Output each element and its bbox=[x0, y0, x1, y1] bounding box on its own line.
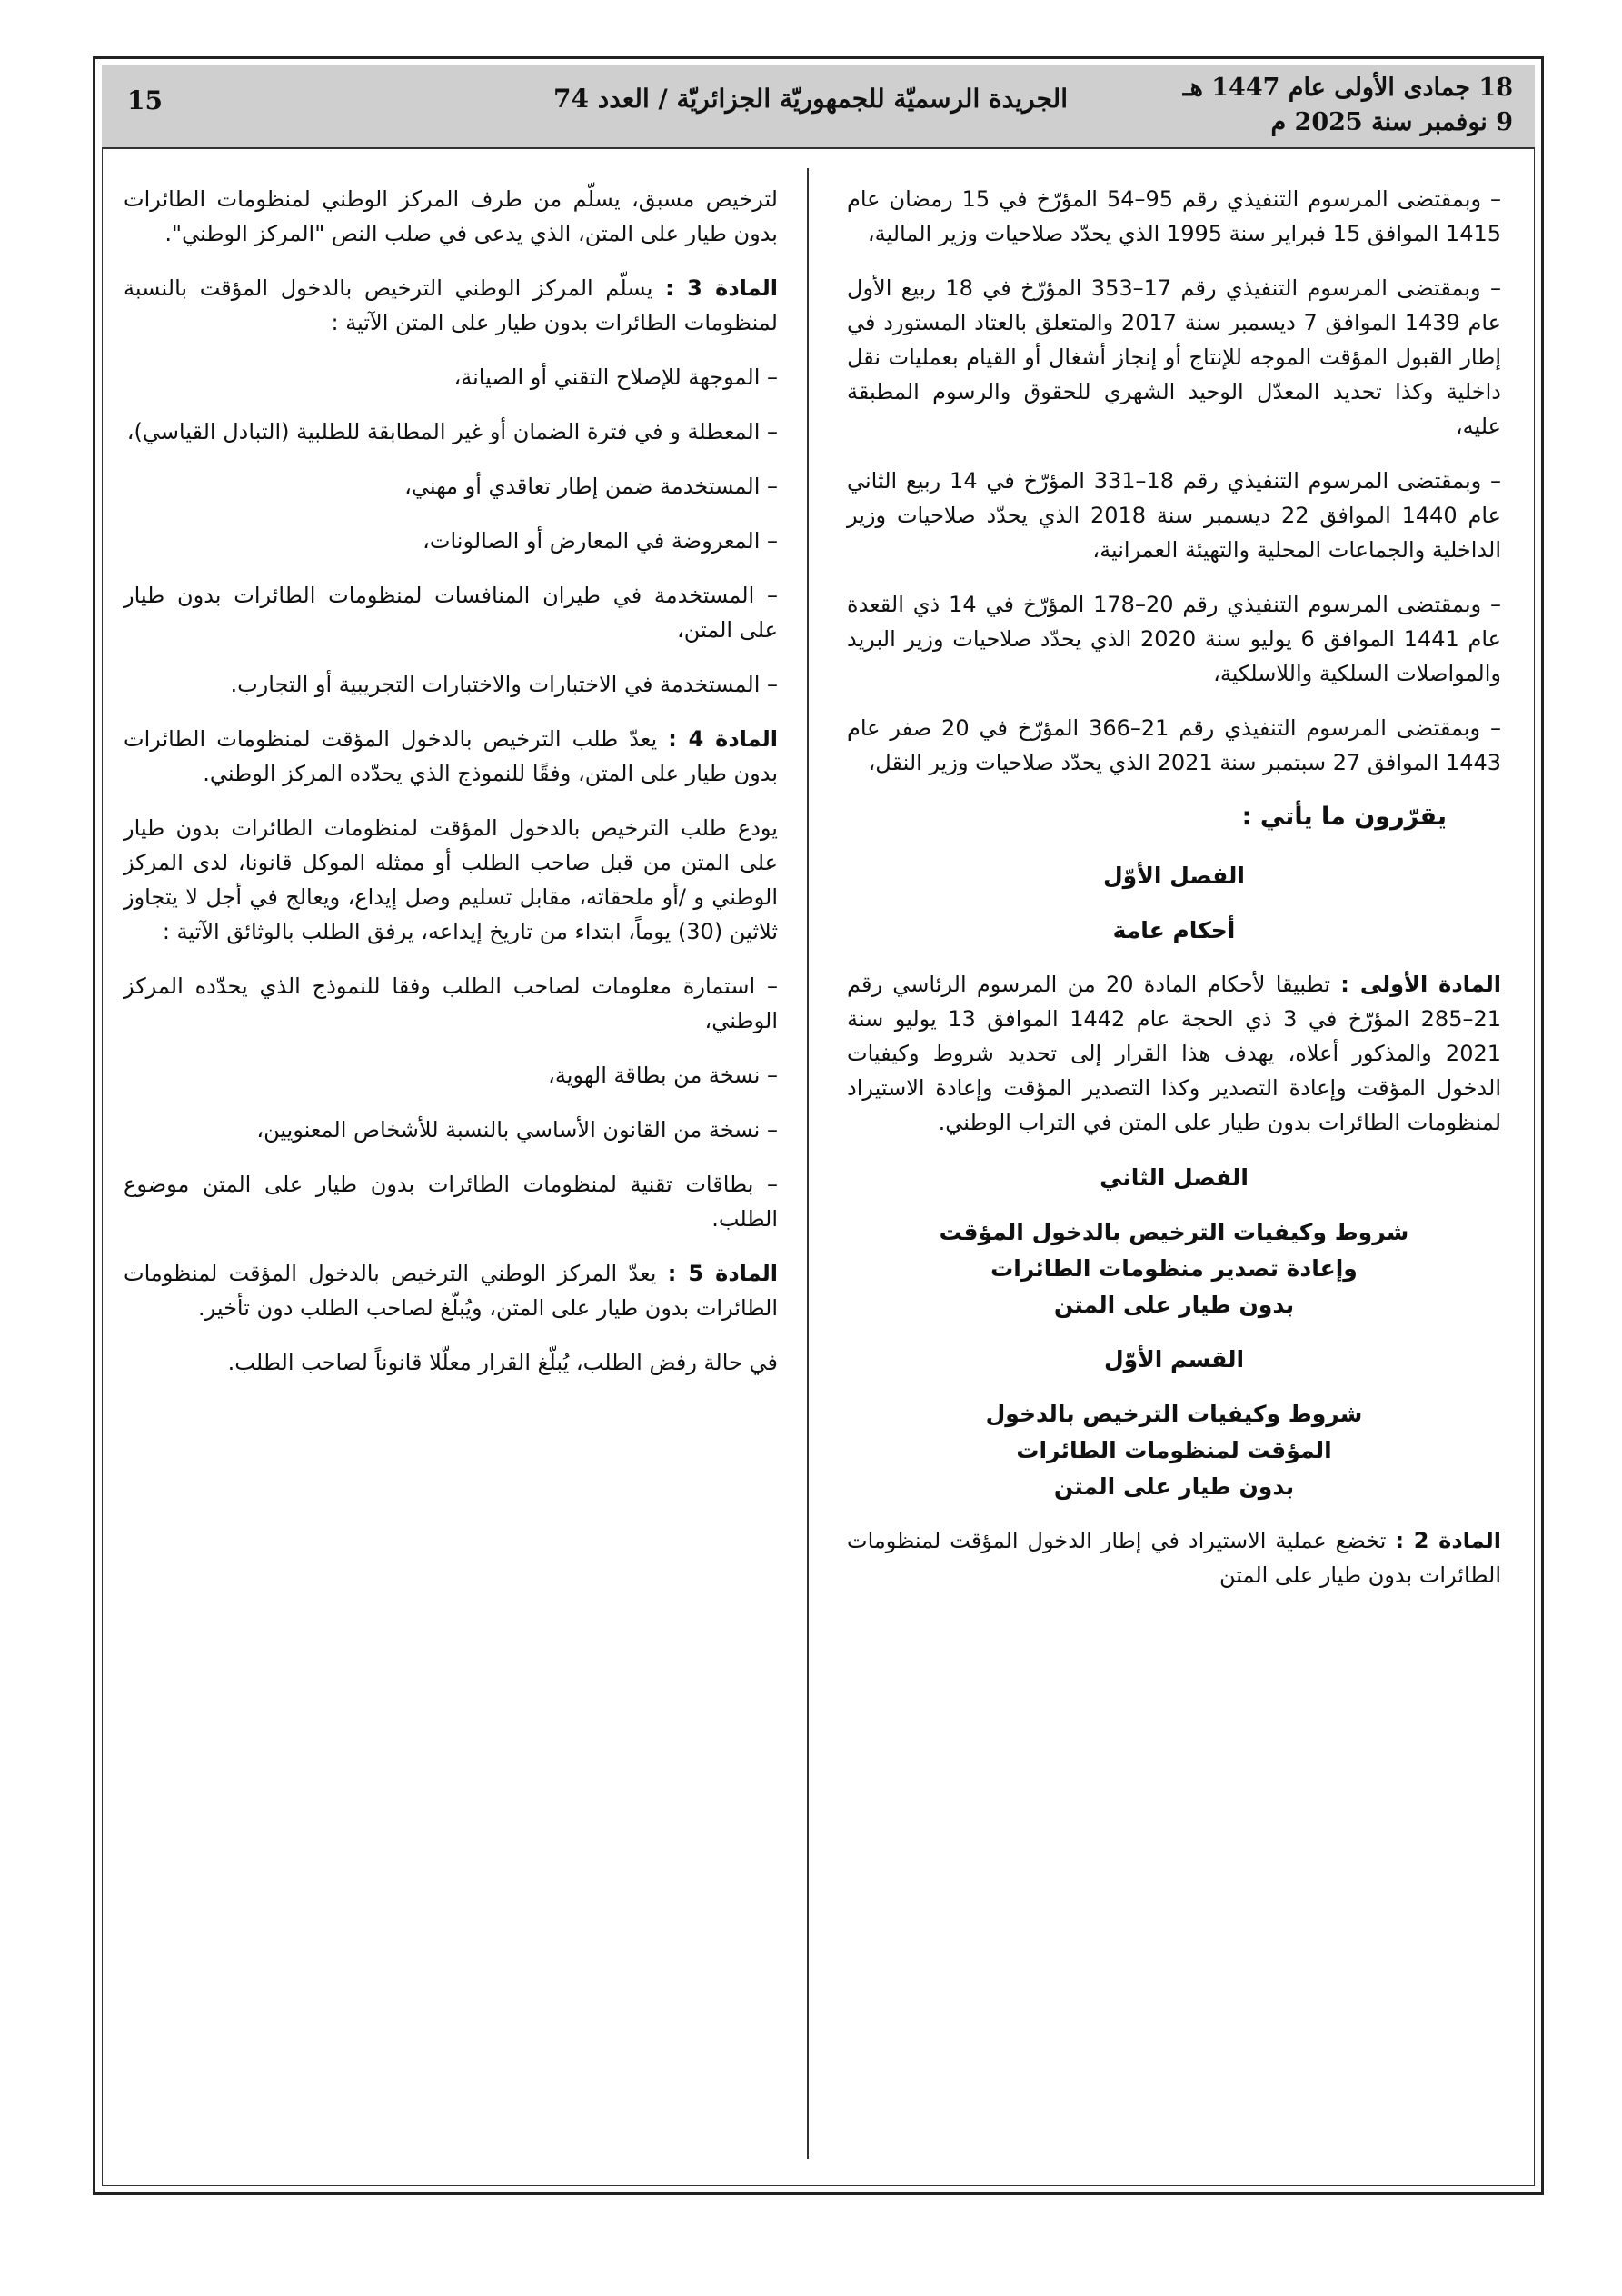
gazette-title: الجريدة الرسميّة للجمهوريّة الجزائريّة / العدد 74 bbox=[553, 84, 1068, 114]
list-item: – نسخة من القانون الأساسي بالنسبة للأشخاص المعنويين، bbox=[256, 1117, 778, 1143]
recital-paragraph: – وبمقتضى المرسوم التنفيذي رقم 17–353 المؤرّخ في 18 ربيع الأول عام 1439 الموافق 7 ديسمبر سنة 2017 والمتعلق بالعتاد المستورد في إطار القبول المؤقت الموجه للإنتاج أو إنجاز أشغال أو القيام بعمليات نقل داخلية وكذا تحديد المعدّل الوحيد الشهري للحقوق والرسوم المطبقة عليه، bbox=[847, 275, 1502, 439]
chapter-title-line: بدون طيار على المتن bbox=[1053, 1292, 1295, 1318]
article-text: تخضع عملية الاستيراد في إطار الدخول المؤقت لمنظومات الطائرات بدون طيار على المتن bbox=[847, 1528, 1501, 1588]
article-label: المادة 4 : bbox=[668, 726, 779, 752]
article-3 bbox=[124, 271, 778, 340]
section-title bbox=[847, 1396, 1501, 1505]
deposit-paragraph: يودع طلب الترخيص بالدخول المؤقت لمنظومات الطائرات بدون طيار على المتن من قبل صاحب الطلب أو ممثله الموكل قانونا، لدى المركز الوطني و /أو ملحقاته، مقابل تسليم وصل إيداع، ويعالج في أجل لا يتجاوز ثلاثين (30) يوماً، ابتداء من تاريخ إيداعه، يرفق الطلب بالوثائق الآتية : bbox=[124, 815, 778, 944]
list-item: – المستخدمة ضمن إطار تعاقدي أو مهني، bbox=[404, 474, 778, 499]
page-number: 15 bbox=[127, 85, 163, 115]
list-item: – المستخدمة في طيران المنافسات لمنظومات الطائرات بدون طيار على المتن، bbox=[124, 583, 778, 643]
chapter-heading: الفصل الثاني bbox=[1100, 1164, 1249, 1191]
right-column bbox=[847, 182, 1501, 1612]
page-header bbox=[102, 65, 1535, 149]
chapter-title bbox=[847, 1214, 1501, 1323]
section-title-line: بدون طيار على المتن bbox=[1053, 1473, 1295, 1500]
list-item: – استمارة معلومات لصاحب الطلب وفقا للنموذج الذي يحدّده المركز الوطني، bbox=[124, 973, 778, 1033]
list-item: – الموجهة للإصلاح التقني أو الصيانة، bbox=[453, 364, 778, 390]
article-label: المادة 5 : bbox=[667, 1261, 779, 1286]
date-hijri: 18 جمادى الأولى عام 1447 هـ bbox=[1182, 74, 1513, 102]
recital-paragraph: – وبمقتضى المرسوم التنفيذي رقم 18–331 المؤرّخ في 14 ربيع الثاني عام 1440 الموافق 22 ديسمبر سنة 2018 الذي يحدّد صلاحيات وزير الداخلية والجماعات المحلية والتهيئة العمرانية، bbox=[847, 468, 1502, 563]
chapter-title: أحكام عامة bbox=[1112, 917, 1236, 943]
date-gregorian: 9 نوفمبر سنة 2025 م bbox=[1270, 108, 1513, 136]
article-5 bbox=[124, 1256, 778, 1325]
column-divider bbox=[807, 168, 809, 2159]
article-label: المادة 3 : bbox=[665, 275, 779, 301]
decision-heading: يقرّرون ما يأتي : bbox=[1241, 803, 1447, 831]
list-item: – نسخة من بطاقة الهوية، bbox=[548, 1063, 778, 1088]
article-label: المادة 2 : bbox=[1395, 1528, 1501, 1553]
article-text: يسلّم المركز الوطني الترخيص بالدخول المؤقت بالنسبة لمنظومات الطائرات بدون طيار على المتن الآتية : bbox=[124, 275, 778, 335]
section-heading: القسم الأوّل bbox=[1103, 1346, 1245, 1373]
article-1 bbox=[847, 967, 1501, 1140]
recital-paragraph: – وبمقتضى المرسوم التنفيذي رقم 20–178 المؤرّخ في 14 ذي القعدة عام 1441 الموافق 6 يوليو سنة 2020 الذي يحدّد صلاحيات وزير البريد والمواصلات السلكية واللاسلكية، bbox=[847, 592, 1502, 686]
list-item: – بطاقات تقنية لمنظومات الطائرات بدون طيار على المتن موضوع الطلب. bbox=[124, 1172, 778, 1232]
recital-paragraph: – وبمقتضى المرسوم التنفيذي رقم 21–366 المؤرّخ في 20 صفر عام 1443 الموافق 27 سبتمبر سنة 2021 الذي يحدّد صلاحيات وزير النقل، bbox=[847, 715, 1501, 775]
article-2 bbox=[847, 1523, 1501, 1592]
list-item: – المستخدمة في الاختبارات والاختبارات التجريبية أو التجارب. bbox=[230, 672, 778, 697]
chapter-title-line: وإعادة تصدير منظومات الطائرات bbox=[990, 1255, 1358, 1282]
list-item: – المعطلة و في فترة الضمان أو غير المطابقة للطلبية (التبادل القياسي)، bbox=[126, 419, 778, 444]
recital-paragraph: – وبمقتضى المرسوم التنفيذي رقم 95–54 المؤرّخ في 15 رمضان عام 1415 الموافق 15 فبراير سنة 1995 الذي يحدّد صلاحيات وزير المالية، bbox=[847, 186, 1502, 246]
continuation-paragraph: لترخيص مسبق، يسلّم من طرف المركز الوطني لمنظومات الطائرات بدون طيار على المتن، الذي يدعى في صلب النص "المركز الوطني". bbox=[124, 186, 778, 246]
article-label: المادة الأولى : bbox=[1340, 972, 1501, 997]
left-column bbox=[124, 182, 778, 1400]
issue-date bbox=[1183, 71, 1513, 140]
article-text: تطبيقا لأحكام المادة 20 من المرسوم الرئاسي رقم 21–285 المؤرّخ في 3 ذي الحجة عام 1442 الموافق 13 يوليو سنة 2021 والمذكور أعلاه، يهدف هذا القرار إلى تحديد شروط وكيفيات الدخول المؤقت وإعادة التصدير وكذا التصدير المؤقت وإعادة الاستيراد لمنظومات الطائرات بدون طيار على المتن في التراب الوطني. bbox=[847, 972, 1502, 1135]
refusal-paragraph: في حالة رفض الطلب، يُبلّغ القرار معلّلا قانوناً لصاحب الطلب. bbox=[227, 1350, 778, 1375]
section-title-line: شروط وكيفيات الترخيص بالدخول bbox=[985, 1401, 1363, 1427]
chapter-heading: الفصل الأوّل bbox=[1102, 863, 1246, 889]
article-text: يعدّ طلب الترخيص بالدخول المؤقت لمنظومات الطائرات بدون طيار على المتن، وفقًا للنموذج الذي يحدّده المركز الوطني. bbox=[124, 726, 778, 786]
article-text: يعدّ المركز الوطني الترخيص بالدخول المؤقت لمنظومات الطائرات بدون طيار على المتن، ويُبلّغ لصاحب الطلب دون تأخير. bbox=[124, 1261, 778, 1321]
chapter-title-line: شروط وكيفيات الترخيص بالدخول المؤقت bbox=[939, 1219, 1409, 1245]
section-title-line: المؤقت لمنظومات الطائرات bbox=[1016, 1437, 1332, 1463]
list-item: – المعروضة في المعارض أو الصالونات، bbox=[423, 528, 778, 554]
article-4 bbox=[124, 722, 778, 791]
